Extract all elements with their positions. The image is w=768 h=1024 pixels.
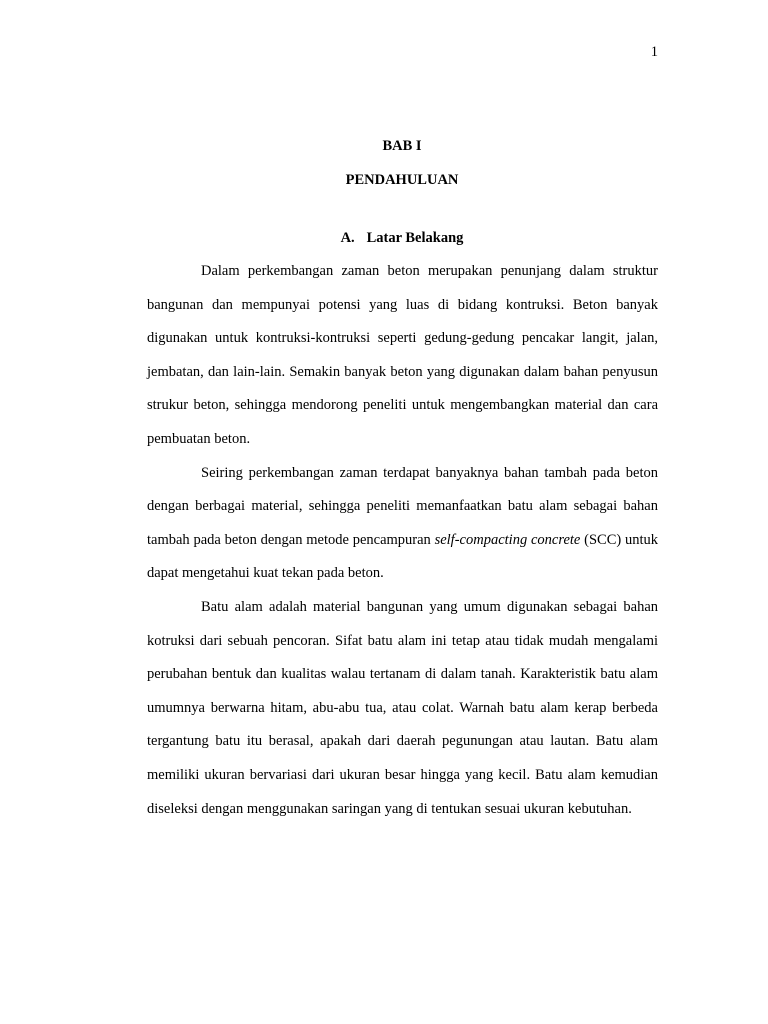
chapter-title: PENDAHULUAN — [345, 172, 459, 188]
chapter-label: BAB I — [382, 138, 422, 154]
page-number: 1 — [650, 44, 658, 60]
paragraph-2-text-before: Seiring perkembangan zaman terdapat banyaknya bahan tambah pada beton dengan berbagai material, sehingga peneliti memanfaatkan batu alam sebagai bahan tambah pada beton dengan metode pencampuran — [147, 464, 658, 548]
paragraph-3: Batu alam adalah material bangunan yang umum digunakan sebagai bahan kotruksi dari sebuah pencoran. Sifat batu alam ini tetap atau tidak mudah mengalami perubahan bentuk dan kualitas walau tertanam di dalam tanah. Karakteristik batu alam umumnya berwarna hitam, abu-abu tua, atau colat. Warnah batu alam kerap berbeda tergantung batu itu berasal, apakah dari daerah pegunungan atau lautan. Batu alam memiliki ukuran bervariasi dari ukuran besar hingga yang kecil. Batu alam kemudian diseleksi dengan menggunakan saringan yang di tentukan sesuai ukuran kebutuhan. — [147, 598, 658, 817]
body-text — [147, 255, 658, 826]
section-heading — [147, 230, 657, 247]
paragraph-1: Dalam perkembangan zaman beton merupakan penunjang dalam struktur bangunan dan mempunyai potensi yang luas di bidang kontruksi. Beton banyak digunakan untuk kontruksi-kontruksi seperti gedung-gedung pencakar langit, jalan, jembatan, dan lain-lain. Semakin banyak beton yang digunakan dalam bahan penyusun strukur beton, sehingga mendorong peneliti untuk mengembangkan material dan cara pembuatan beton. — [147, 263, 658, 447]
section-title: Latar Belakang — [366, 230, 464, 246]
paragraph-2-italic-term: self-compacting concrete — [434, 531, 581, 548]
paragraph-2-text-after: (SCC) untuk dapat mengetahui kuat tekan pada beton. — [147, 531, 659, 582]
section-marker: A. — [340, 230, 355, 246]
paragraph-2 — [147, 457, 658, 591]
